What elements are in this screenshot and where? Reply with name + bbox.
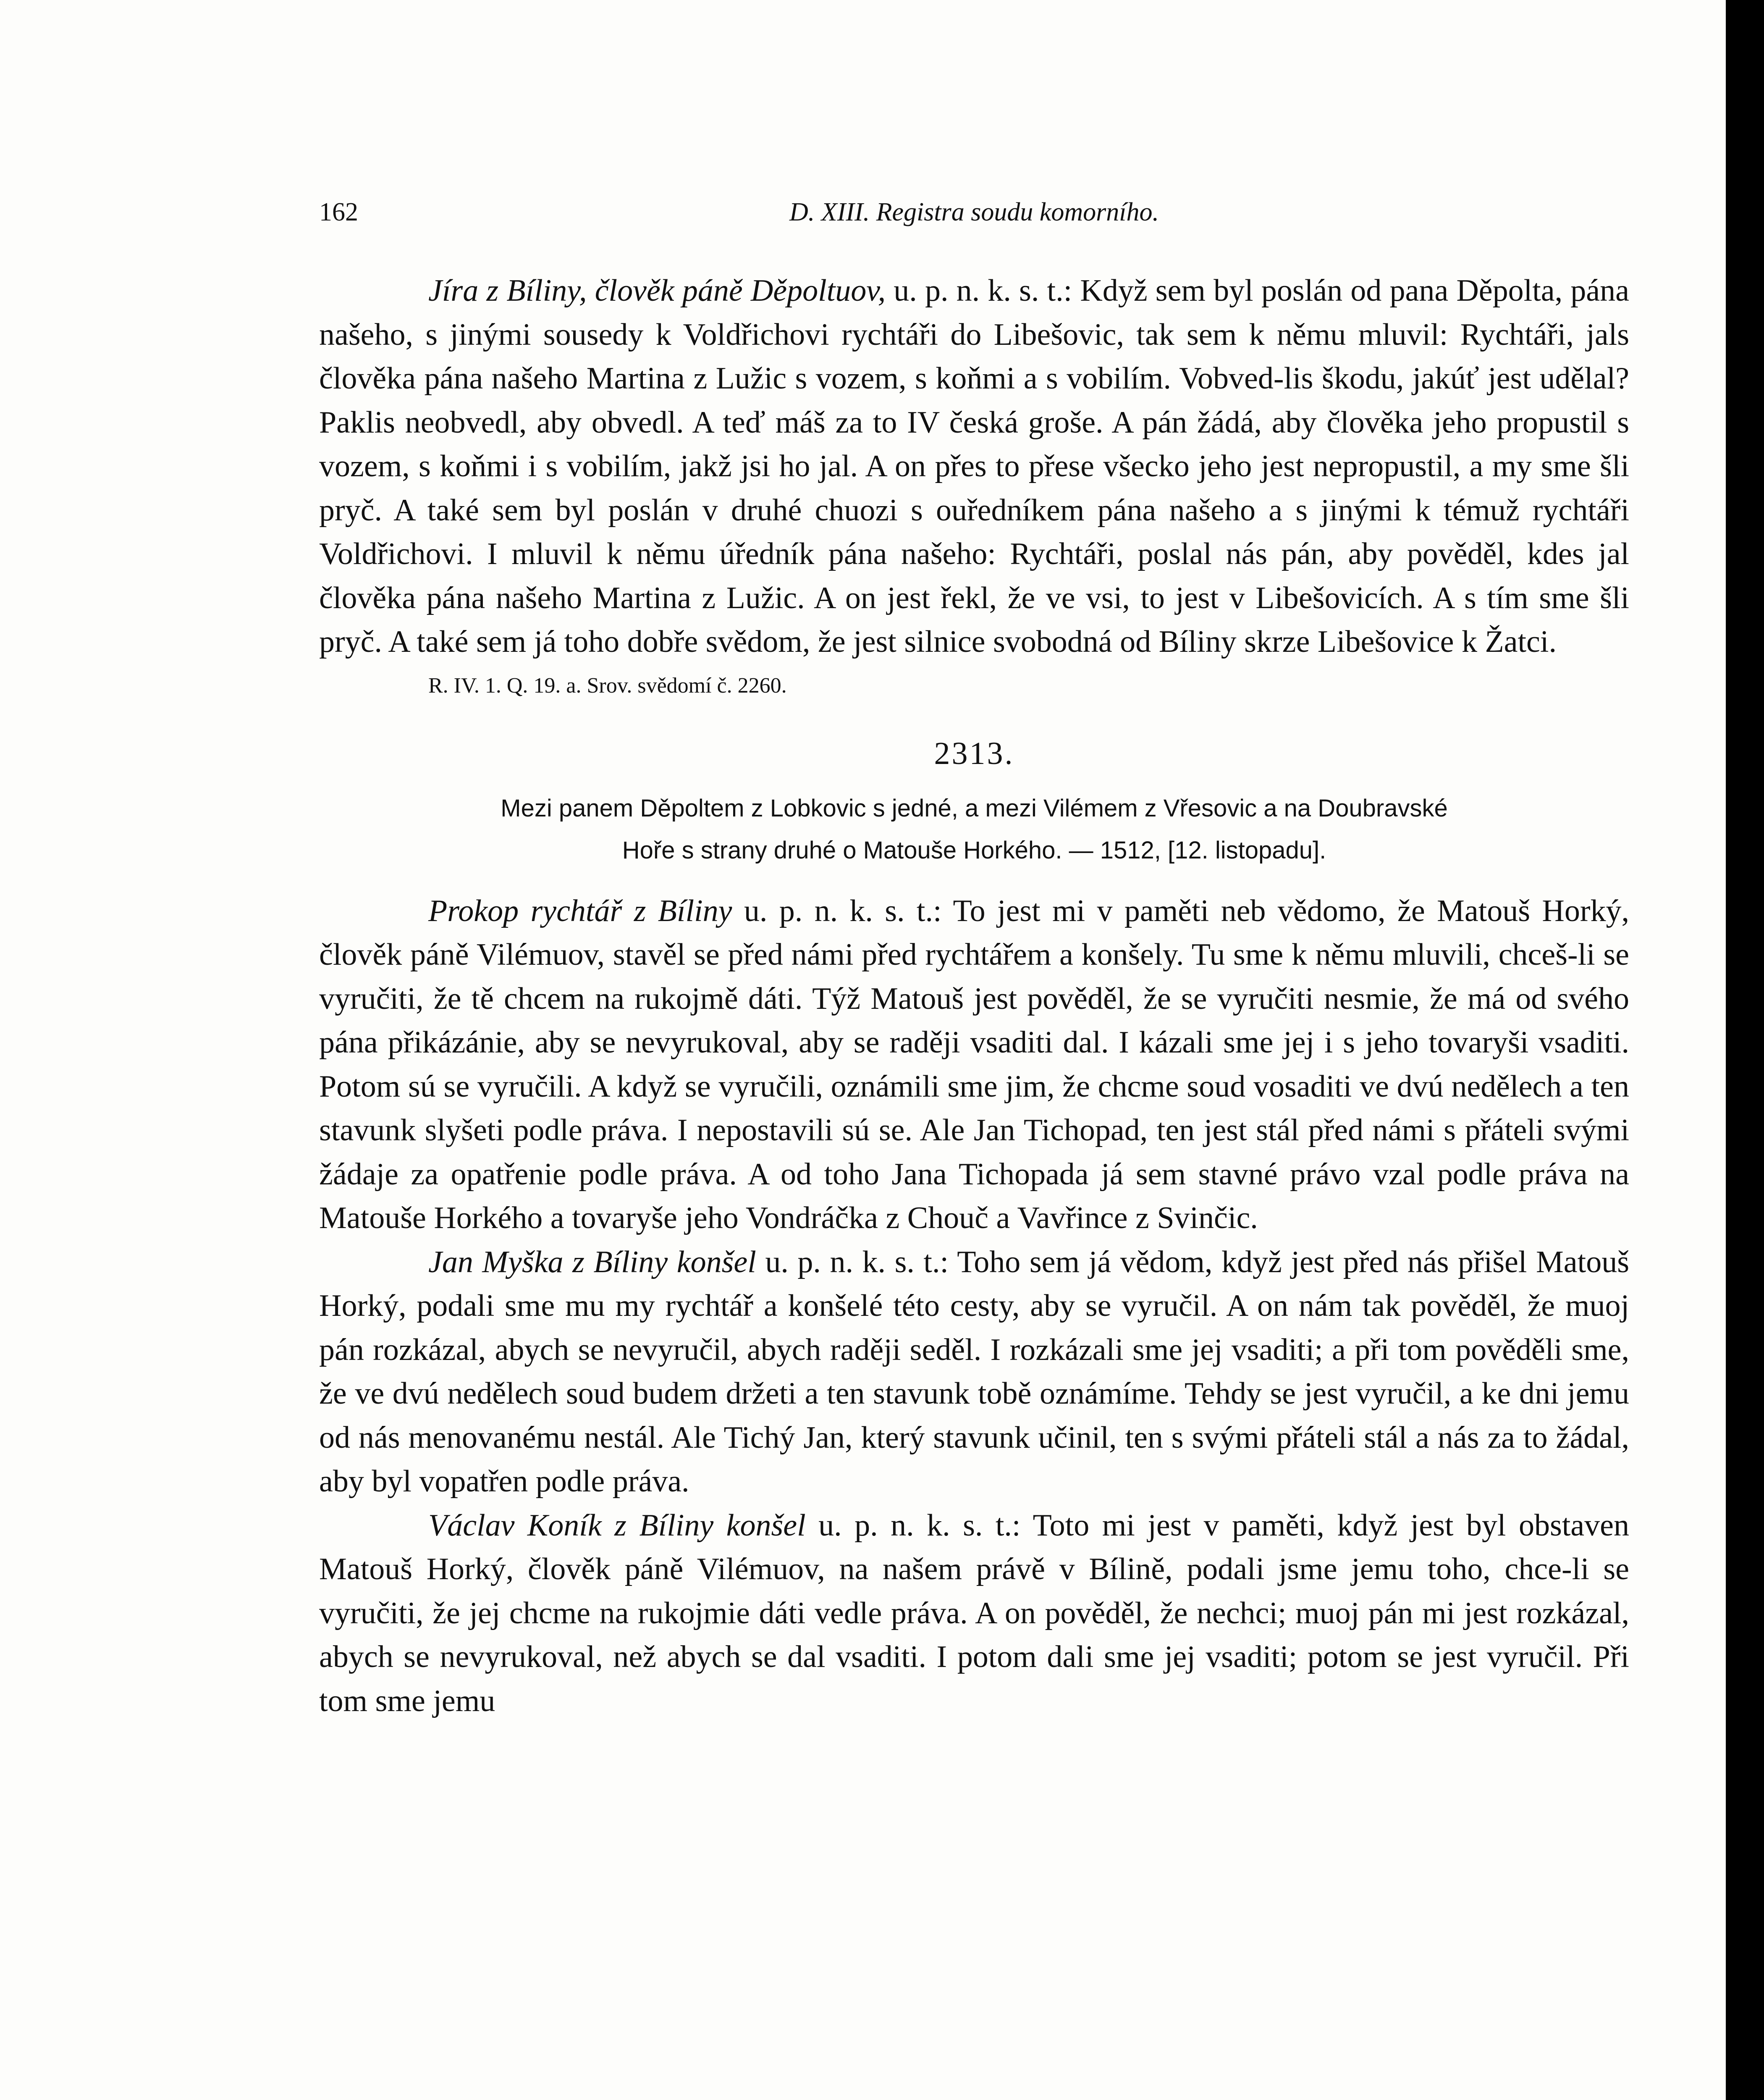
document-summary <box>319 788 1629 872</box>
testimony-jan-myska <box>319 1240 1629 1504</box>
testimony-text: u. p. n. k. s. t.: Když sem byl poslán od pana Děpolta, pána našeho, s jinými sousedy k Voldřichovi rychtáři do Libešovic, tak sem k němu mluvil: Rychtáři, jals člověka pána našeho Martina z Lužic s vozem, s koňmi a s vobilím. Vobved-lis škodu, jakúť jest udělal? Paklis neobvedl, aby obvedl. A teď máš za to IV česká groše. A pán žádá, aby člověka jeho propustil s vozem, s koňmi i s vobilím, jakž jsi ho jal. A on přes to přese všecko jeho jest nepropustil, a my sme šli pryč. A také sem byl poslán v druhé chuozi s ouředníkem pána našeho a s jinými k témuž rychtáři Voldřichovi. I mluvil k němu úředník pána našeho: Rychtáři, poslal nás pán, aby pověděl, kdes jal člověka pána našeho Martina z Lužic. A on jest řekl, že ve vsi, to jest v Libešovicích. A s tím sme šli pryč. A také sem já toho dobře svědom, že jest silnice svobodná od Bíliny skrze Libešovice k Žatci. <box>319 273 1629 659</box>
document-number: 2313. <box>934 735 1014 771</box>
testimony-text: u. p. n. k. s. t.: To jest mi v paměti neb vědomo, že Matouš Horký, člověk páně Vilémuov, stavěl se před námi před rychtářem a konšely. Tu sme k němu mluvili, chceš-li se vyručiti, že tě chcem na rukojmě dáti. Týž Matouš jest pověděl, že se vyručiti nesmie, že má od svého pána přikázánie, aby se nevyrukoval, aby se raději vsaditi dal. I kázali sme jej i s jeho tovaryši vsaditi. Potom sú se vyručili. A když se vyručili, oznámili sme jim, že chcme soud vosaditi ve dvú nedělech a ten stavunk slyšeti podle práva. I nepostavili sú se. Ale Jan Tichopad, ten jest stál před námi s přáteli svými žádaje za opatřenie podle práva. A od toho Jana Tichopada já sem stavné právo vzal podle práva na Matouše Horkého a tovaryše jeho Vondráčka z Chouč a Vavřince z Svinčic. <box>319 893 1629 1235</box>
testimony-text: u. p. n. k. s. t.: Toho sem já vědom, když jest před nás přišel Matouš Horký, podali sme mu my rychtář a konšelé této cesty, aby se vyručil. A on nám tak pověděl, že muoj pán rozkázal, abych se nevyručil, abych raději seděl. I rozkázali sme jej vsaditi; a při tom pověděli sme, že ve dvú nedělech soud budem držeti a ten stavunk tobě oznámíme. Tehdy se jest vyručil, a ke dni jemu od nás menovanému nestál. Ale Tichý Jan, který stavunk učinil, ten s svými přáteli stál a nás za to žádal, aby byl vopatřen podle práva. <box>319 1244 1629 1499</box>
speaker-name: Prokop rychtář z Bíliny <box>428 893 732 928</box>
summary-line: Mezi panem Děpoltem z Lobkovic s jedné, a mezi Vilémem z Vřesovic a na Doubravské <box>501 794 1448 822</box>
testimony-text: u. p. n. k. s. t.: Toto mi jest v paměti, když jest byl obstaven Matouš Horký, člověk páně Vilémuov, na našem právě v Bílině, podali jsme jemu toho, chce-li se vyručiti, že jej chcme na rukojmie dáti vedle práva. A on pověděl, že nechci; muoj pán mi jest rozkázal, abych se nevyrukoval, než abych se dal vsaditi. I potom dali sme jej vsaditi; potom se jest vyručil. Při tom sme jemu <box>319 1508 1629 1718</box>
testimony-prokop <box>319 889 1629 1240</box>
speaker-name: Jíra z Bíliny, člověk páně Děpoltuov, <box>428 273 886 308</box>
speaker-name: Václav Koník z Bíliny konšel <box>428 1508 806 1543</box>
speaker-name: Jan Myška z Bíliny konšel <box>428 1244 756 1279</box>
testimony-jira <box>319 269 1629 664</box>
page-header <box>319 197 1629 231</box>
testimony-vaclav-konik <box>319 1504 1629 1723</box>
archival-reference: R. IV. 1. Q. 19. a. Srov. svědomí č. 2260. <box>428 673 787 698</box>
running-title: D. XIII. Registra soudu komorního. <box>789 198 1159 226</box>
summary-line: Hoře s strany druhé o Matouše Horkého. — 1512, [12. listopadu]. <box>622 836 1326 864</box>
page-body <box>319 269 1629 1723</box>
page-number: 162 <box>319 198 358 226</box>
